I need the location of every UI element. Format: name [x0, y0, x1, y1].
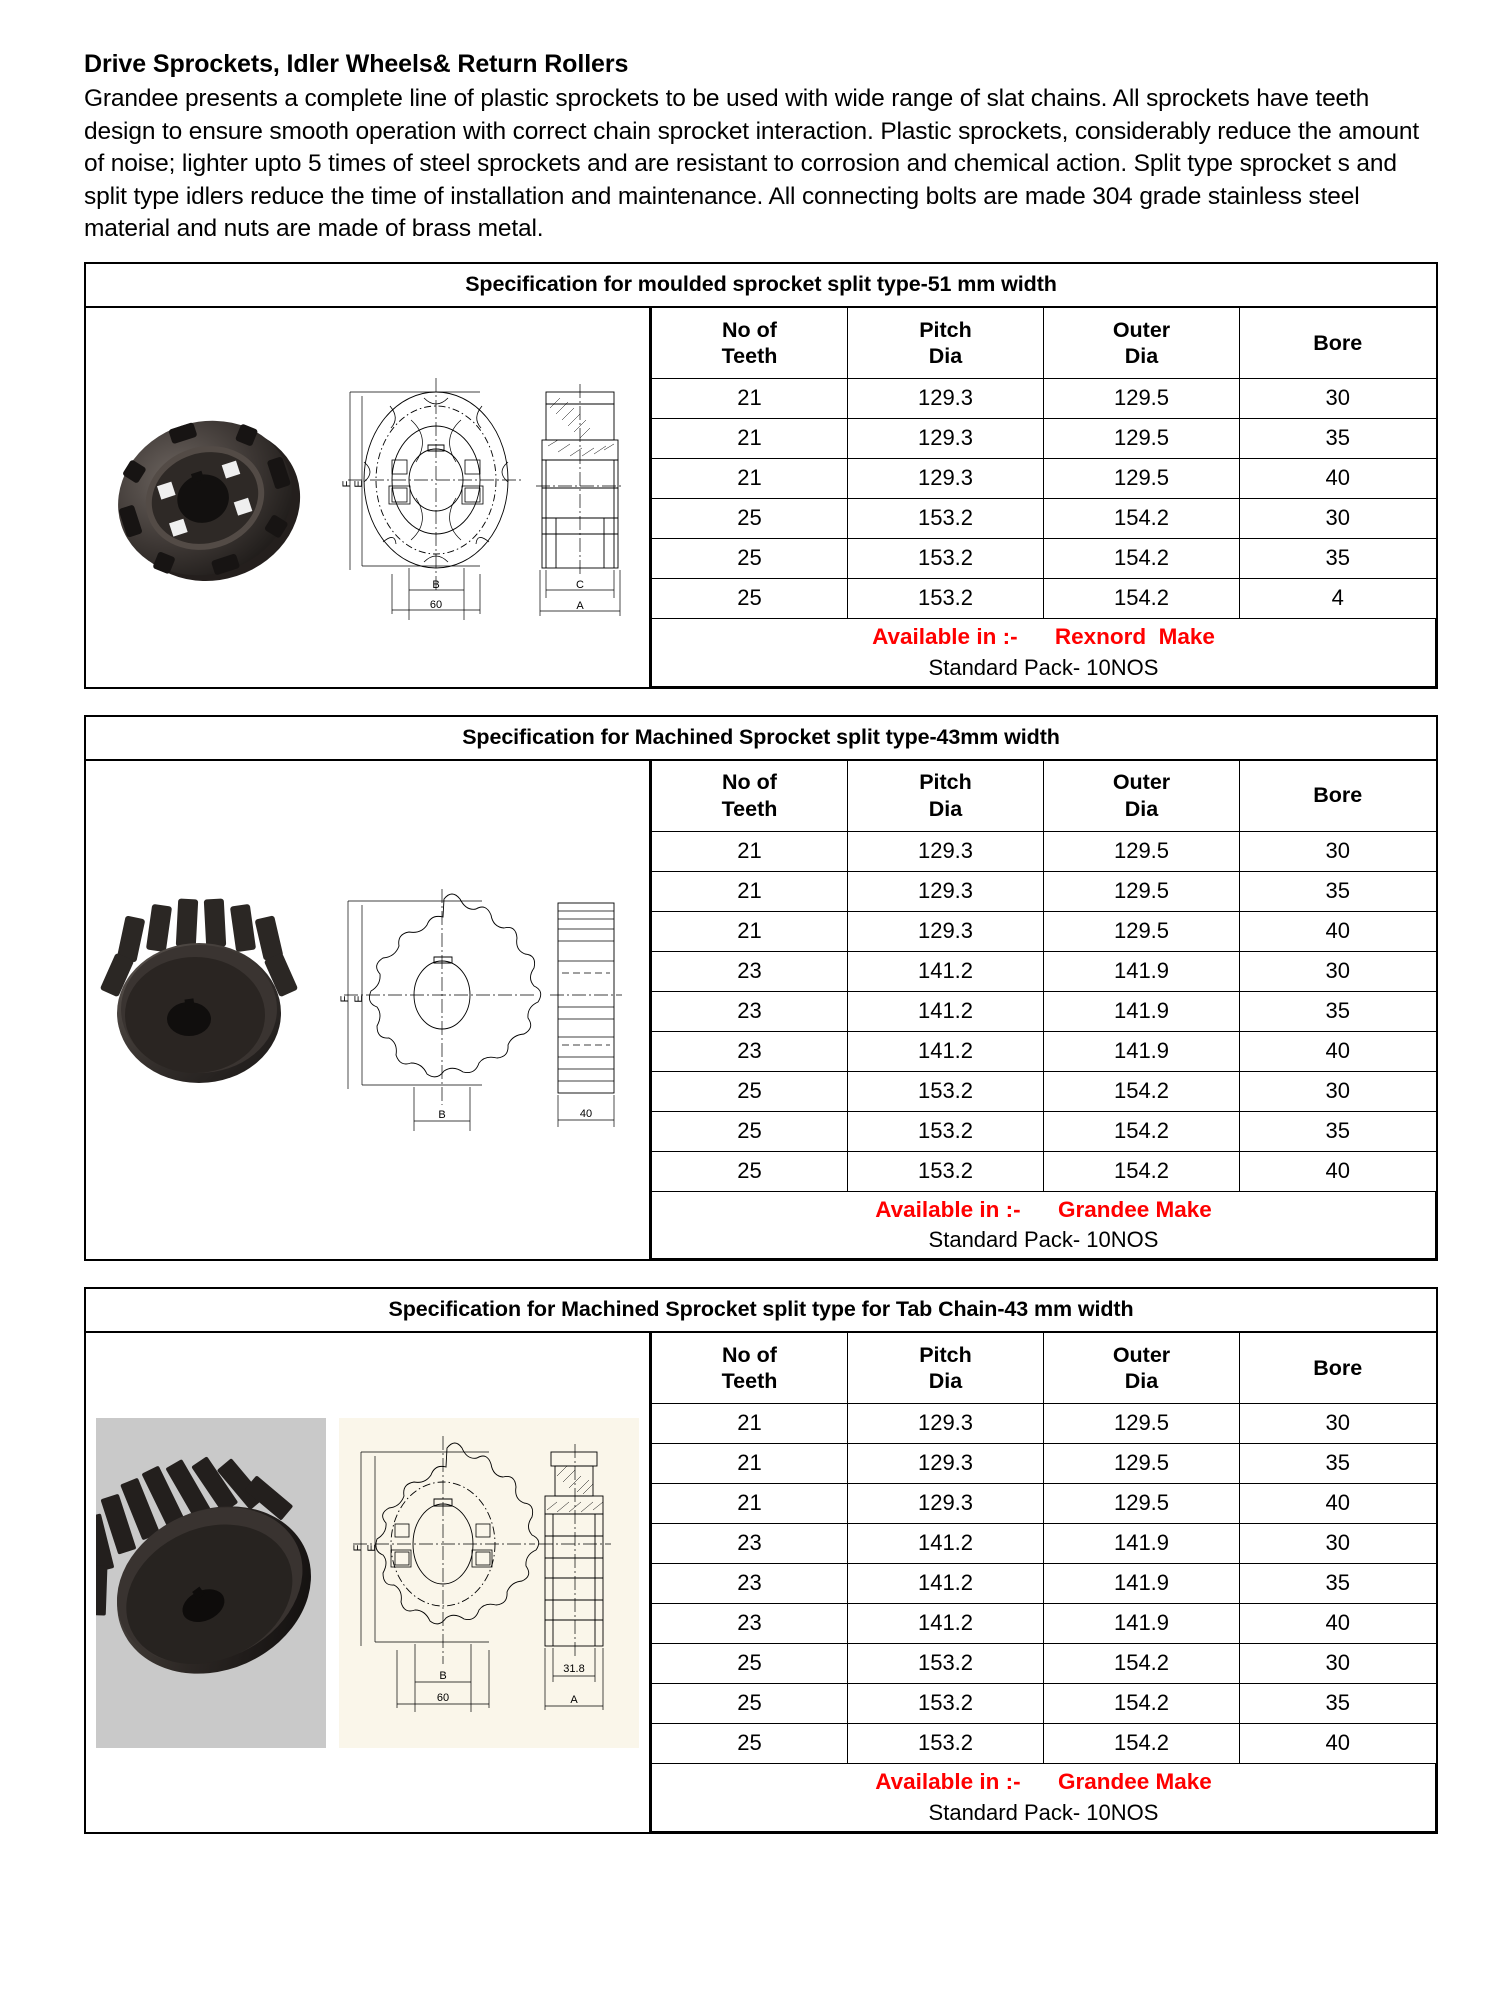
spec-block-tab-chain-sprocket	[84, 1287, 1438, 1834]
cell-pitch: 129.3	[848, 378, 1044, 418]
table-row	[652, 1404, 1436, 1444]
cell-teeth: 21	[652, 1444, 848, 1484]
cell-outer: 141.9	[1044, 951, 1240, 991]
table-row	[652, 1684, 1436, 1724]
cell-teeth: 25	[652, 498, 848, 538]
cell-bore: 35	[1240, 1564, 1436, 1604]
cell-bore: 35	[1240, 871, 1436, 911]
cell-pitch: 141.2	[848, 1564, 1044, 1604]
spec-caption: Specification for moulded sprocket split type-51 mm width	[86, 264, 1436, 308]
standard-pack-label: Standard Pack- 10NOS	[928, 1800, 1159, 1826]
cell-pitch: 141.2	[848, 951, 1044, 991]
column-header-pitch-dia: Pitch Dia	[848, 308, 1044, 379]
cell-outer: 154.2	[1044, 1071, 1240, 1111]
cell-pitch: 153.2	[848, 1724, 1044, 1764]
column-header-outer-dia: Outer Dia	[1044, 308, 1240, 379]
available-make: Rexnord Make	[1054, 623, 1215, 649]
column-header-bore: Bore	[1240, 1333, 1436, 1404]
cell-teeth: 23	[652, 1604, 848, 1644]
cell-outer: 154.2	[1044, 1724, 1240, 1764]
cell-teeth: 25	[652, 1644, 848, 1684]
cell-teeth: 21	[652, 911, 848, 951]
spec-table-3	[651, 1333, 1436, 1832]
cell-pitch: 153.2	[848, 1684, 1044, 1724]
dim-label-f: F	[339, 996, 352, 1003]
cell-bore: 30	[1240, 831, 1436, 871]
cell-outer: 154.2	[1044, 1684, 1240, 1724]
cell-outer: 129.5	[1044, 871, 1240, 911]
table-header-row	[652, 1333, 1436, 1404]
table-row	[652, 1151, 1436, 1191]
cell-outer: 141.9	[1044, 1031, 1240, 1071]
cell-outer: 129.5	[1044, 831, 1240, 871]
cell-outer: 154.2	[1044, 578, 1240, 618]
table-row	[652, 578, 1436, 618]
column-header-bore: Bore	[1240, 761, 1436, 832]
cell-outer: 141.9	[1044, 1604, 1240, 1644]
spec-table-3-body	[652, 1404, 1436, 1832]
spec-table-1-body	[652, 378, 1436, 686]
cell-teeth: 21	[652, 1484, 848, 1524]
cell-bore: 40	[1240, 911, 1436, 951]
cell-bore: 40	[1240, 1484, 1436, 1524]
availability-line	[654, 1768, 1433, 1796]
cell-pitch: 129.3	[848, 1444, 1044, 1484]
cell-outer: 129.5	[1044, 911, 1240, 951]
cell-outer: 129.5	[1044, 458, 1240, 498]
cell-pitch: 141.2	[848, 1604, 1044, 1644]
cell-bore: 35	[1240, 418, 1436, 458]
cell-outer: 129.5	[1044, 418, 1240, 458]
column-header-pitch-dia: Pitch Dia	[848, 761, 1044, 832]
spec-caption: Specification for Machined Sprocket split type for Tab Chain-43 mm width	[86, 1289, 1436, 1333]
column-header-teeth: No of Teeth	[652, 761, 848, 832]
available-make: Grandee Make	[1057, 1769, 1212, 1795]
cell-teeth: 21	[652, 831, 848, 871]
column-header-outer-dia: Outer Dia	[1044, 761, 1240, 832]
table-row	[652, 1524, 1436, 1564]
cell-teeth: 21	[652, 871, 848, 911]
cell-pitch: 129.3	[848, 1484, 1044, 1524]
cell-pitch: 141.2	[848, 991, 1044, 1031]
table-row	[652, 1444, 1436, 1484]
product-photo-tab-chain-sprocket	[96, 1418, 326, 1748]
cell-bore: 30	[1240, 1644, 1436, 1684]
dim-label-f: F	[340, 480, 353, 488]
cell-bore: 40	[1240, 1031, 1436, 1071]
cell-outer: 141.9	[1044, 991, 1240, 1031]
column-header-pitch-dia: Pitch Dia	[848, 1333, 1044, 1404]
spec-table-1	[651, 308, 1436, 687]
product-photo-machined-sprocket	[99, 885, 309, 1135]
cell-outer: 129.5	[1044, 1484, 1240, 1524]
figure-group	[86, 761, 651, 1260]
table-row	[652, 991, 1436, 1031]
cell-teeth: 23	[652, 1524, 848, 1564]
cell-pitch: 141.2	[848, 1524, 1044, 1564]
table-header-row	[652, 308, 1436, 379]
table-row	[652, 1644, 1436, 1684]
cell-teeth: 21	[652, 418, 848, 458]
table-row	[652, 1484, 1436, 1524]
cell-bore: 40	[1240, 1604, 1436, 1644]
cell-bore: 30	[1240, 1404, 1436, 1444]
cell-outer: 154.2	[1044, 498, 1240, 538]
cell-bore: 40	[1240, 458, 1436, 498]
table-row	[652, 951, 1436, 991]
cell-bore: 40	[1240, 1724, 1436, 1764]
table-row	[652, 1564, 1436, 1604]
column-header-bore: Bore	[1240, 308, 1436, 379]
cell-pitch: 153.2	[848, 1071, 1044, 1111]
cell-bore: 35	[1240, 1684, 1436, 1724]
dim-label-b: B	[431, 579, 440, 592]
figure-group	[86, 1333, 651, 1832]
availability-footer	[652, 618, 1436, 686]
availability-line	[654, 1196, 1433, 1224]
cell-bore: 4	[1240, 578, 1436, 618]
dim-label-c: 31.8	[563, 1662, 585, 1675]
cell-teeth: 23	[652, 1564, 848, 1604]
standard-pack-label: Standard Pack- 10NOS	[928, 1227, 1159, 1253]
cell-bore: 30	[1240, 498, 1436, 538]
cell-teeth: 25	[652, 1724, 848, 1764]
dim-label-c: C	[575, 579, 584, 592]
cell-pitch: 153.2	[848, 578, 1044, 618]
cell-bore: 35	[1240, 538, 1436, 578]
cell-pitch: 141.2	[848, 1031, 1044, 1071]
cell-pitch: 129.3	[848, 871, 1044, 911]
dim-label-f: F	[351, 1544, 364, 1551]
dim-label-e: E	[365, 1543, 378, 1552]
cell-outer: 129.5	[1044, 378, 1240, 418]
column-header-teeth: No of Teeth	[652, 308, 848, 379]
available-label: Available in :-	[875, 1769, 1021, 1795]
technical-drawing-machined-sprocket	[326, 877, 636, 1142]
column-header-teeth: No of Teeth	[652, 1333, 848, 1404]
cell-outer: 154.2	[1044, 1151, 1240, 1191]
cell-pitch: 129.3	[848, 1404, 1044, 1444]
spec-table-2-body	[652, 831, 1436, 1259]
table-row	[652, 871, 1436, 911]
table-row	[652, 498, 1436, 538]
cell-teeth: 21	[652, 378, 848, 418]
dim-label-b: B	[439, 1669, 447, 1682]
standard-pack-label: Standard Pack- 10NOS	[928, 654, 1159, 680]
cell-teeth: 23	[652, 1031, 848, 1071]
cell-teeth: 25	[652, 1071, 848, 1111]
cell-outer: 154.2	[1044, 538, 1240, 578]
table-header-row	[652, 761, 1436, 832]
cell-teeth: 21	[652, 458, 848, 498]
cell-pitch: 129.3	[848, 458, 1044, 498]
available-make: Grandee Make	[1057, 1196, 1212, 1222]
cell-pitch: 153.2	[848, 538, 1044, 578]
cell-bore: 35	[1240, 1444, 1436, 1484]
cell-pitch: 153.2	[848, 498, 1044, 538]
availability-line	[654, 623, 1433, 651]
dim-label-b-value: 60	[436, 1691, 449, 1704]
page-title: Drive Sprockets, Idler Wheels& Return Rollers	[84, 50, 629, 78]
spec-table-wrap-1	[651, 308, 1436, 687]
spec-block-moulded-sprocket	[84, 262, 1438, 689]
cell-bore: 30	[1240, 951, 1436, 991]
cell-bore: 30	[1240, 1524, 1436, 1564]
cell-outer: 154.2	[1044, 1644, 1240, 1684]
available-label: Available in :-	[875, 1196, 1021, 1222]
dim-label-a: A	[570, 1693, 578, 1706]
available-label: Available in :-	[872, 623, 1018, 649]
availability-footer	[652, 1764, 1436, 1832]
table-row	[652, 1604, 1436, 1644]
table-footer-row	[652, 618, 1436, 686]
product-photo-moulded-sprocket	[98, 370, 313, 625]
cell-outer: 141.9	[1044, 1564, 1240, 1604]
table-row	[652, 1071, 1436, 1111]
table-row	[652, 1724, 1436, 1764]
cell-bore: 35	[1240, 991, 1436, 1031]
cell-teeth: 25	[652, 1111, 848, 1151]
spec-block-machined-sprocket	[84, 715, 1438, 1262]
dim-label-b-value: 60	[429, 599, 442, 612]
cell-bore: 30	[1240, 1071, 1436, 1111]
spec-table-wrap-2	[651, 761, 1436, 1260]
table-footer-row	[652, 1764, 1436, 1832]
intro-paragraph: Grandee presents a complete line of plastic sprockets to be used with wide range of slat chains. All sprockets have teeth design to ensure smooth operation with correct chain sprocket interaction. Plastic sprockets, considerably reduce the amount of noise; lighter upto 5 times of steel sprockets and are resistant to corrosion and chemical action. Split type sprocket s and split type idlers reduce the time of installation and maintenance. All connecting bolts are made 304 grade stainless steel material and nuts are made of brass metal.	[84, 85, 1420, 243]
table-row	[652, 1031, 1436, 1071]
table-row	[652, 911, 1436, 951]
cell-pitch: 129.3	[848, 831, 1044, 871]
dim-label-e: E	[353, 995, 366, 1004]
table-row	[652, 458, 1436, 498]
spec-table-2	[651, 761, 1436, 1260]
cell-teeth: 25	[652, 538, 848, 578]
cell-pitch: 129.3	[848, 418, 1044, 458]
spec-table-wrap-3	[651, 1333, 1436, 1832]
cell-outer: 141.9	[1044, 1524, 1240, 1564]
cell-teeth: 23	[652, 991, 848, 1031]
technical-drawing-moulded-sprocket	[328, 362, 638, 632]
cell-pitch: 129.3	[848, 911, 1044, 951]
cell-outer: 154.2	[1044, 1111, 1240, 1151]
dim-label-a: A	[575, 600, 584, 613]
spec-caption: Specification for Machined Sprocket split type-43mm width	[86, 717, 1436, 761]
cell-teeth: 23	[652, 951, 848, 991]
cell-pitch: 153.2	[848, 1644, 1044, 1684]
cell-pitch: 153.2	[848, 1111, 1044, 1151]
column-header-outer-dia: Outer Dia	[1044, 1333, 1240, 1404]
table-row	[652, 1111, 1436, 1151]
dim-label-e: E	[352, 480, 365, 488]
availability-footer	[652, 1191, 1436, 1259]
cell-bore: 40	[1240, 1151, 1436, 1191]
cell-teeth: 25	[652, 1151, 848, 1191]
cell-outer: 129.5	[1044, 1444, 1240, 1484]
cell-bore: 35	[1240, 1111, 1436, 1151]
cell-teeth: 25	[652, 578, 848, 618]
figure-group	[86, 308, 651, 687]
table-row	[652, 418, 1436, 458]
dim-label-a: 40	[580, 1108, 593, 1121]
table-row	[652, 378, 1436, 418]
technical-drawing-tab-chain-sprocket	[339, 1418, 639, 1748]
cell-bore: 30	[1240, 378, 1436, 418]
table-row	[652, 538, 1436, 578]
dim-label-b: B	[438, 1109, 446, 1122]
cell-teeth: 25	[652, 1684, 848, 1724]
cell-outer: 129.5	[1044, 1404, 1240, 1444]
cell-teeth: 21	[652, 1404, 848, 1444]
table-footer-row	[652, 1191, 1436, 1259]
cell-pitch: 153.2	[848, 1151, 1044, 1191]
table-row	[652, 831, 1436, 871]
